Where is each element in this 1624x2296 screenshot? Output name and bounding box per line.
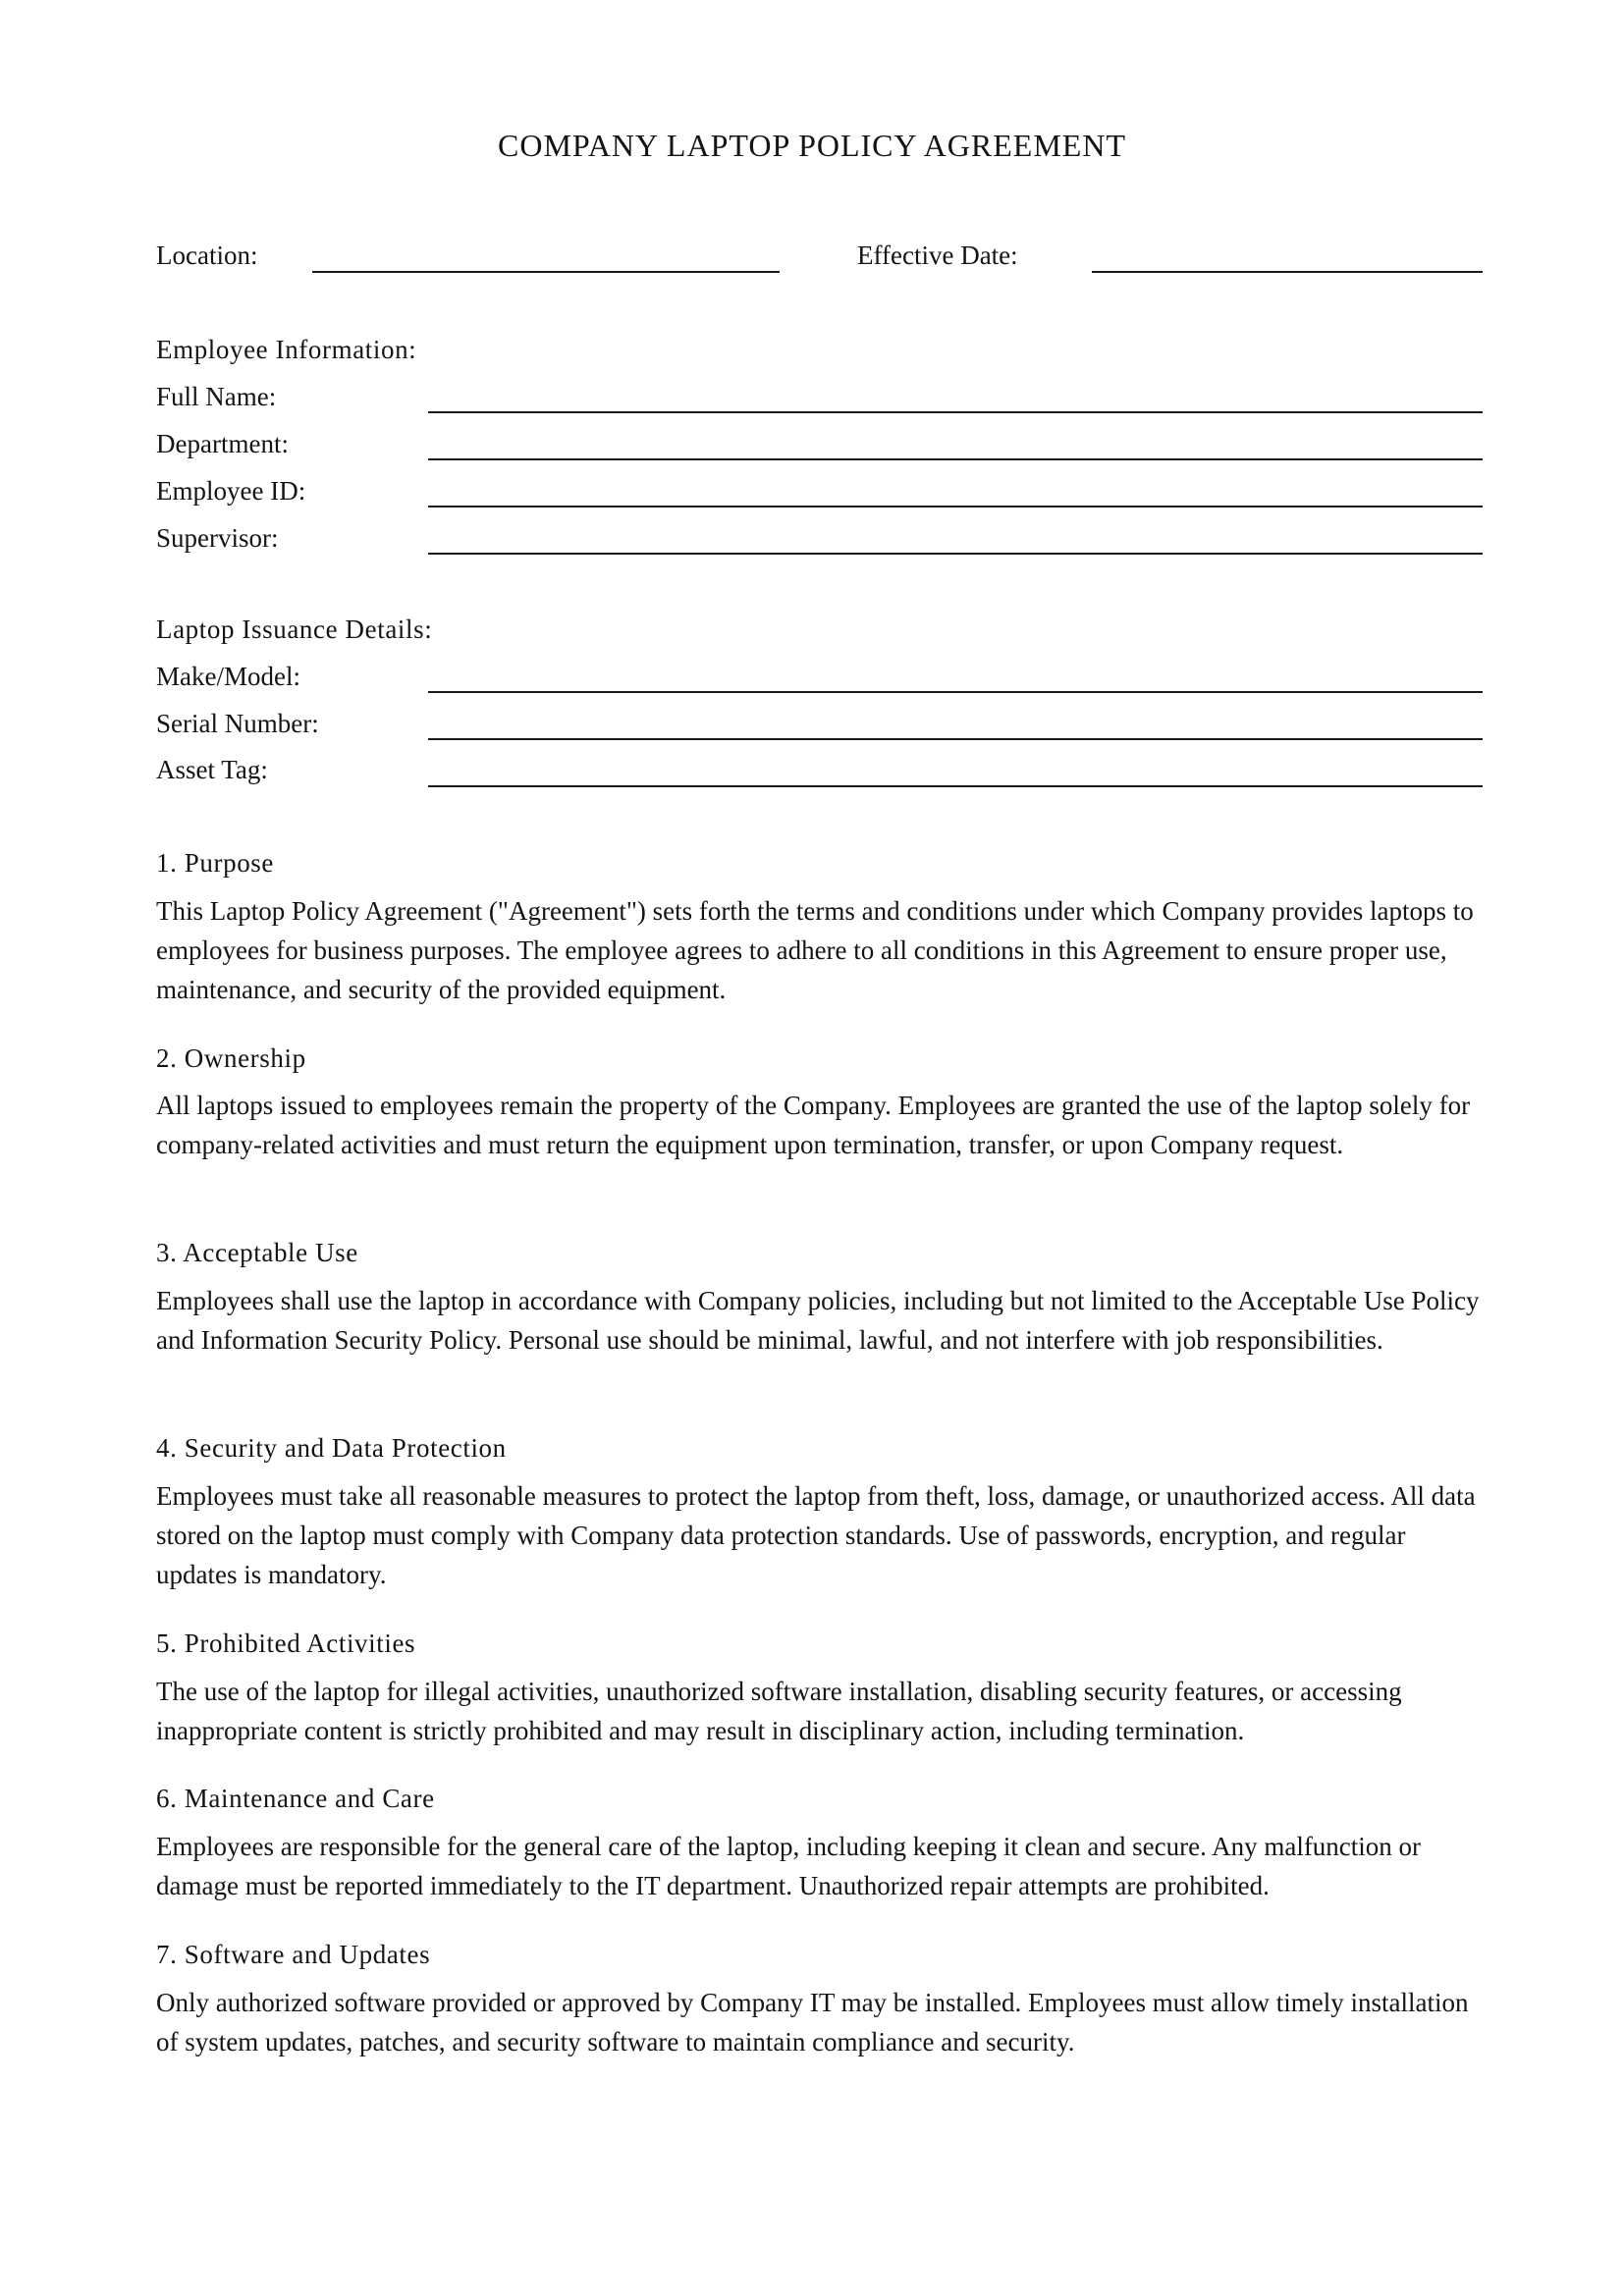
section-body-acceptable-use: Employees shall use the laptop in accordance with Company policies, including but not limited to the Acceptable Use Policy and Information Security Policy. Personal use should be minimal, lawful, and not interfere with job responsibilities.: [156, 1286, 1480, 1355]
employee-id-field[interactable]: [428, 506, 1483, 507]
section-heading-security: 4. Security and Data Protection: [156, 1433, 507, 1463]
supervisor-field[interactable]: [428, 553, 1483, 555]
document-title: COMPANY LAPTOP POLICY AGREEMENT: [498, 128, 1126, 163]
section-heading-prohibited: 5. Prohibited Activities: [156, 1629, 416, 1658]
section-heading-acceptable-use: 3. Acceptable Use: [156, 1238, 358, 1267]
section-heading-software: 7. Software and Updates: [156, 1940, 431, 1969]
laptop-info-heading: Laptop Issuance Details:: [156, 614, 433, 644]
full-name-label: Full Name:: [156, 382, 277, 411]
section-body-purpose: This Laptop Policy Agreement ("Agreement") sets forth the terms and conditions under which Company provides laptops to employees for business purposes. The employee agrees to adhere to all conditions in this Agreement to ensure proper use, maintenance, and security of the provided equipment.: [156, 896, 1474, 1004]
section-heading-maintenance: 6. Maintenance and Care: [156, 1784, 435, 1813]
make-model-label: Make/Model:: [156, 662, 300, 691]
asset-tag-field[interactable]: [428, 785, 1483, 787]
section-heading-ownership: 2. Ownership: [156, 1043, 306, 1073]
effective-date-label: Effective Date:: [857, 240, 1018, 270]
section-heading-purpose: 1. Purpose: [156, 848, 274, 878]
employee-info-heading: Employee Information:: [156, 335, 417, 364]
asset-tag-label: Asset Tag:: [156, 755, 268, 784]
serial-number-field[interactable]: [428, 738, 1483, 740]
location-label: Location:: [156, 240, 258, 270]
make-model-field[interactable]: [428, 691, 1483, 693]
location-field[interactable]: [312, 271, 780, 273]
supervisor-label: Supervisor:: [156, 523, 279, 553]
section-body-ownership: All laptops issued to employees remain the property of the Company. Employees are granted the use of the laptop solely for company-related activities and must return the equipment upon termination, transfer, or upon Company request.: [156, 1091, 1471, 1159]
effective-date-field[interactable]: [1092, 271, 1483, 273]
section-body-software: Only authorized software provided or approved by Company IT may be installed. Employees must allow timely installation of system updates, patches, and security software to maintain compliance and security.: [156, 1988, 1469, 2056]
serial-number-label: Serial Number:: [156, 709, 319, 738]
employee-id-label: Employee ID:: [156, 476, 306, 506]
department-label: Department:: [156, 429, 289, 458]
department-field[interactable]: [428, 458, 1483, 460]
full-name-field[interactable]: [428, 411, 1483, 413]
section-body-maintenance: Employees are responsible for the general care of the laptop, including keeping it clean and secure. Any malfunction or damage must be reported immediately to the IT department. Unauthorized repair attempts are prohibited.: [156, 1832, 1422, 1900]
section-body-prohibited: The use of the laptop for illegal activities, unauthorized software installation, disabling security features, or accessing inappropriate content is strictly prohibited and may result in disciplinary action, including termination.: [156, 1677, 1402, 1745]
section-body-security: Employees must take all reasonable measures to protect the laptop from theft, loss, damage, or unauthorized access. All data stored on the laptop must comply with Company data protection standards. Use of passwords, encryption, and regular updates is mandatory.: [156, 1481, 1476, 1589]
